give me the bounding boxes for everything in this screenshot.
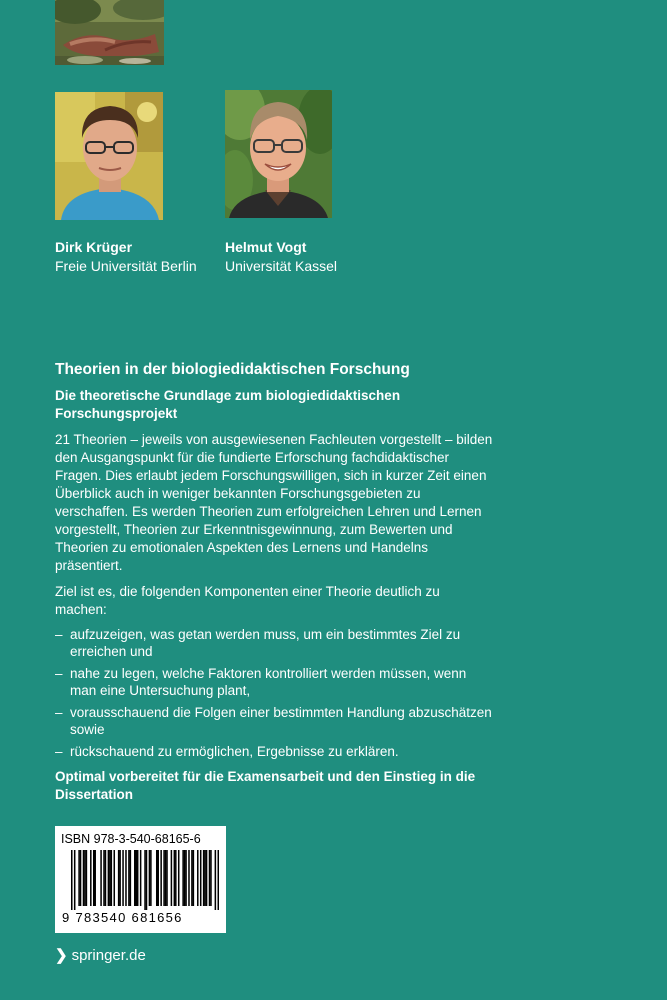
barcode-bar [182,850,184,906]
author-affiliation: Freie Universität Berlin [55,258,197,274]
component-list [55,627,495,761]
chevron-right-icon: ❯ [55,947,68,964]
barcode-bar [157,850,159,906]
barcode-bar [146,850,148,910]
barcode-bar [197,850,199,906]
barcode-bar [209,850,211,906]
barcode-bar [165,850,167,906]
barcode-bar [178,850,180,906]
barcode-bar [128,850,130,906]
book-subtitle: Die theoretische Grundlage zum biologiedidaktischen Forschungsprojekt [55,388,401,421]
isbn-label: ISBN 978-3-540-68165-6 [61,832,201,846]
barcode-bar [163,850,165,906]
author-photo-dirk-krueger [55,92,163,220]
author-name: Helmut Vogt [225,239,307,255]
barcode-bar [174,850,176,906]
list-item: – aufzuzeigen, was getan werden muss, um ein bestimmtes Ziel zu erreichen und [55,627,461,659]
barcode-bar [206,850,208,906]
barcode-bar [93,850,95,906]
barcode-bar [83,850,85,906]
list-item: – vorausschauend die Folgen einer bestimmten Handlung abzuschätzen sowie [55,705,492,737]
landscape-photo [55,0,164,65]
list-item: – rückschauend zu ermöglichen, Ergebnisse zu erklären. [55,744,399,759]
publisher-url: springer.de [71,947,146,964]
isbn-barcode-box [55,826,226,933]
barcode-bar [188,850,190,906]
barcode-bar [111,850,113,906]
barcode-bar [134,850,136,906]
barcode-bar [171,850,173,906]
author-photo-helmut-vogt [225,90,332,218]
author-name: Dirk Krüger [55,239,133,255]
book-title: Theorien in der biologiedidaktischen Forschung [55,361,410,378]
barcode-bar [122,850,124,906]
barcode-bar [215,850,217,910]
barcode-bar [156,850,158,906]
barcode-bar [100,850,102,906]
author-affiliation: Universität Kassel [225,258,338,274]
barcode-bar [175,850,177,906]
barcode-bar [80,850,82,906]
barcode-bar [105,850,107,906]
closing-statement: Optimal vorbereitet für die Examensarbeit und den Einstieg in die Dissertation [55,768,476,802]
list-dash: – [55,744,63,759]
barcode-bar [140,850,142,906]
barcode-bar [114,850,116,906]
barcode-bar [94,850,96,906]
barcode-bar [119,850,121,906]
barcode-bar [184,850,186,906]
barcode-bar [84,850,86,906]
barcode-bar [78,850,80,906]
barcode-bar [130,850,132,906]
list-dash: – [55,705,63,720]
barcode-bar [86,850,88,906]
barcode-bar [118,850,120,906]
barcode-bar [203,850,205,906]
publisher-link[interactable] [55,946,146,966]
barcode-bar [90,850,92,906]
barcode-bar [210,850,212,906]
barcode-bar [200,850,202,906]
barcode-bar [109,850,111,906]
isbn-digits: 9 783540 681656 [62,910,183,925]
barcode-bar [137,850,139,906]
barcode-bar [125,850,127,906]
barcode-bar [149,850,151,906]
description-block [55,360,495,804]
goal-paragraph: Ziel ist es, die folgenden Komponenten einer Theorie deutlich zu machen: [55,584,440,617]
barcode-bar [150,850,152,906]
list-dash: – [55,627,63,642]
barcode-bar [185,850,187,906]
barcode-bar [108,850,110,906]
barcode-bar [135,850,137,906]
list-dash: – [55,666,63,681]
barcode-bar [74,850,76,910]
barcode-bar [218,850,219,910]
barcode-bar [144,850,146,910]
barcode-bar [166,850,168,906]
barcode [71,850,219,910]
barcode-bar [71,850,73,910]
list-item: – nahe zu legen, welche Faktoren kontrolliert werden müssen, wenn man eine Untersuchung plant, [55,666,467,698]
barcode-bar [191,850,193,906]
barcode-bar [204,850,206,906]
barcode-bar [103,850,105,906]
barcode-bar [193,850,195,906]
description-paragraph: 21 Theorien – jeweils von ausgewiesenen Fachleuten vorgestellt – bilden den Ausgangspunkt für die fundierte Erforschung fachdidaktischer Fragen. Dies erlaubt jedem Forschungswilligen, sich in kurzer Zeit einen Überblick auch in weniger bekannten Forschungsgebieten zu verschaffen. Es werden Theorien zum erfolgreichen Lehren und Lernen vorgestellt, Theorien zur Erkenntnisgewinnung, zum Bewerten und Theorien zu emotionalen Aspekten des Lernens und Handelns präsentiert. [55,432,493,573]
barcode-bar [160,850,162,906]
